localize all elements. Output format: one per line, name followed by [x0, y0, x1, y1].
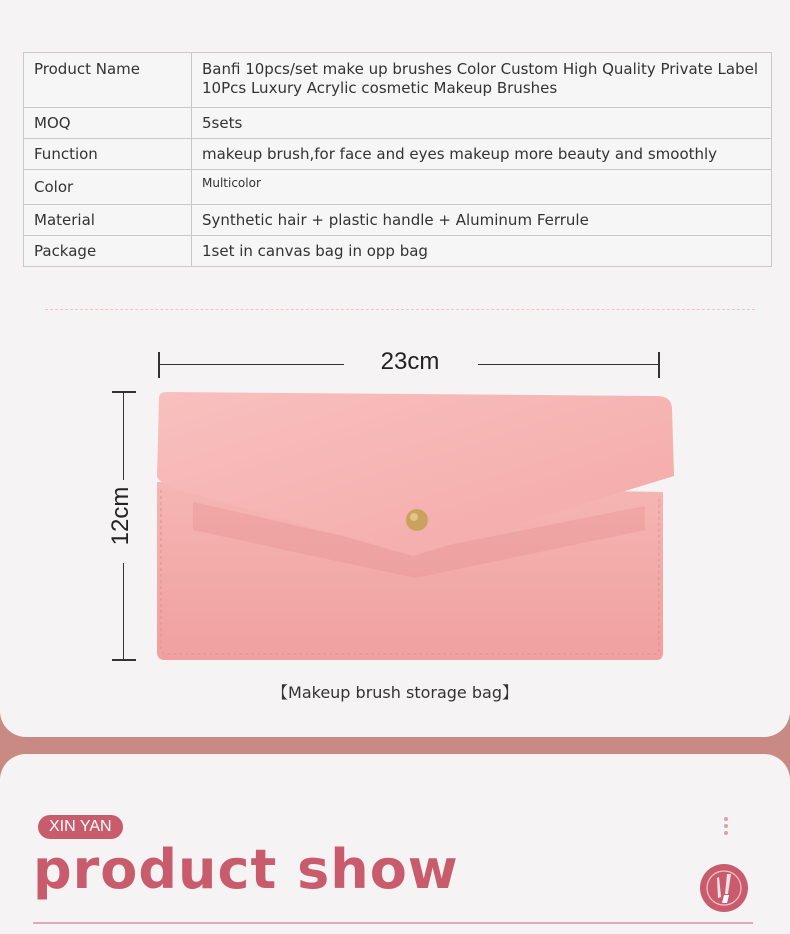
- dashed-divider: [45, 309, 755, 310]
- height-dimension-top-tick: [112, 391, 136, 393]
- table-row: [24, 236, 772, 267]
- section-underline: [33, 922, 753, 924]
- width-dimension-line-left: [159, 364, 344, 365]
- table-row: [24, 139, 772, 170]
- height-dimension-line-bottom: [123, 563, 124, 660]
- spec-label: MOQ: [24, 108, 192, 139]
- width-label: 23cm: [380, 348, 440, 375]
- table-row: [24, 205, 772, 236]
- spec-label: Function: [24, 139, 192, 170]
- snap-button-icon: [406, 509, 428, 531]
- spec-label: Package: [24, 236, 192, 267]
- spec-value: makeup brush,for face and eyes makeup more beauty and smoothly: [192, 139, 772, 170]
- height-label: 12cm: [107, 486, 134, 546]
- height-dimension-line-top: [123, 392, 124, 480]
- spec-value: Multicolor: [192, 170, 772, 205]
- spec-label: Material: [24, 205, 192, 236]
- image-caption: 【Makeup brush storage bag】: [272, 683, 518, 702]
- width-dimension-start-tick: [158, 352, 160, 378]
- spec-value: 1set in canvas bag in opp bag: [192, 236, 772, 267]
- spec-label: Color: [24, 170, 192, 205]
- height-dimension-bottom-tick: [112, 659, 136, 661]
- table-row: [24, 53, 772, 108]
- storage-bag-image: [145, 390, 677, 666]
- table-row: [24, 108, 772, 139]
- brand-tag: XIN YAN: [38, 815, 123, 839]
- spec-value: 5sets: [192, 108, 772, 139]
- spec-value: Synthetic hair + plastic handle + Aluminum Ferrule: [192, 205, 772, 236]
- table-row: [24, 170, 772, 205]
- spec-label: Product Name: [24, 53, 192, 108]
- width-dimension-end-tick: [658, 352, 660, 378]
- vertical-dots-icon: [724, 817, 728, 838]
- makeup-brush-icon: [700, 864, 748, 912]
- width-dimension-line-right: [478, 364, 659, 365]
- section-title: product show: [33, 838, 459, 901]
- spec-value: Banfi 10pcs/set make up brushes Color Custom High Quality Private Label 10Pcs Luxury Acrylic cosmetic Makeup Brushes: [192, 53, 772, 108]
- spec-table: [23, 52, 772, 267]
